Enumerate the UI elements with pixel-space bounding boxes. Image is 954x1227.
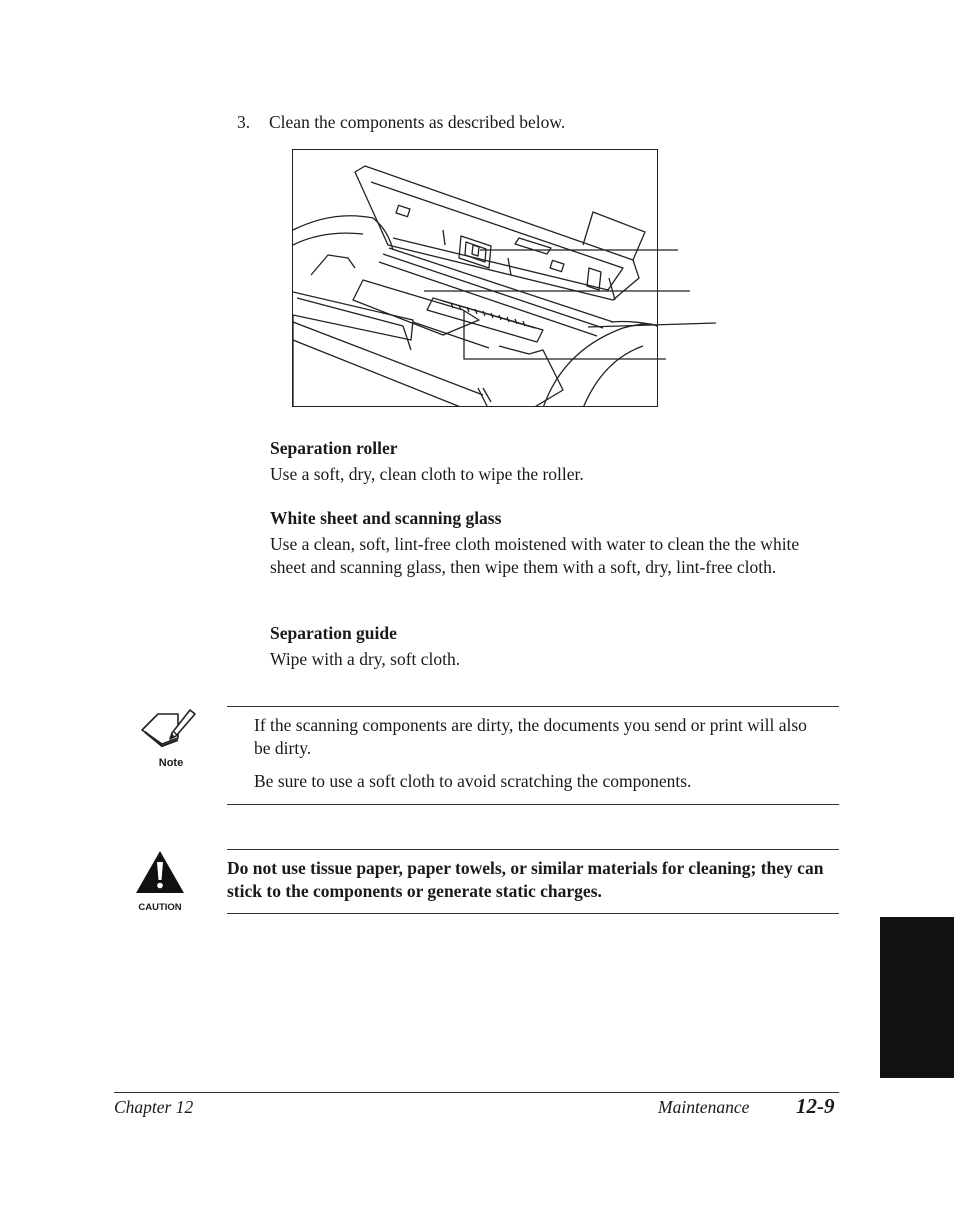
chapter-side-tab <box>880 917 954 1078</box>
item-title-separation-roller: Separation roller <box>270 438 398 458</box>
caution-label: CAUTION <box>138 902 182 913</box>
callout-scanning-glass <box>588 323 716 327</box>
item-body-white-sheet: Use a clean, soft, lint-free cloth moistened with water to clean the the white sheet and scanning glass, then wipe them with a soft, dry, lint-free cloth. <box>270 534 800 577</box>
warning-triangle-icon <box>134 850 186 894</box>
step-number: 3. <box>237 112 251 132</box>
item-title-white-sheet: White sheet and scanning glass <box>270 508 502 528</box>
step-text: Clean the components as described below. <box>269 112 566 132</box>
caution-icon-group <box>134 850 186 913</box>
caution-text: Do not use tissue paper, paper towels, or similar materials for cleaning; they can stick to the components or generate static charges. <box>227 858 824 901</box>
footer-page-number: 12-9 <box>796 1094 835 1118</box>
note-icon-group <box>138 708 202 768</box>
caution-top-rule <box>227 849 839 850</box>
item-title-separation-guide: Separation guide <box>270 623 397 643</box>
note-bottom-rule <box>227 804 839 805</box>
item-body-separation-guide: Wipe with a dry, soft cloth. <box>270 649 461 669</box>
note-top-rule <box>227 706 839 707</box>
note-label: Note <box>158 757 184 769</box>
footer-rule <box>114 1092 839 1093</box>
step-3 <box>237 112 565 133</box>
footer-chapter: Chapter 12 <box>114 1097 194 1117</box>
footer-section: Maintenance <box>658 1097 750 1117</box>
callout-separation-guide <box>464 311 666 359</box>
pencil-note-icon <box>138 708 202 752</box>
note-paragraph-1: If the scanning components are dirty, the documents you send or print will also be dirty. <box>254 715 807 758</box>
caution-bottom-rule <box>227 913 839 914</box>
item-body-separation-roller: Use a soft, dry, clean cloth to wipe the roller. <box>270 464 584 484</box>
callout-leaders <box>292 149 732 407</box>
note-paragraph-2: Be sure to use a soft cloth to avoid scratching the components. <box>254 771 692 791</box>
